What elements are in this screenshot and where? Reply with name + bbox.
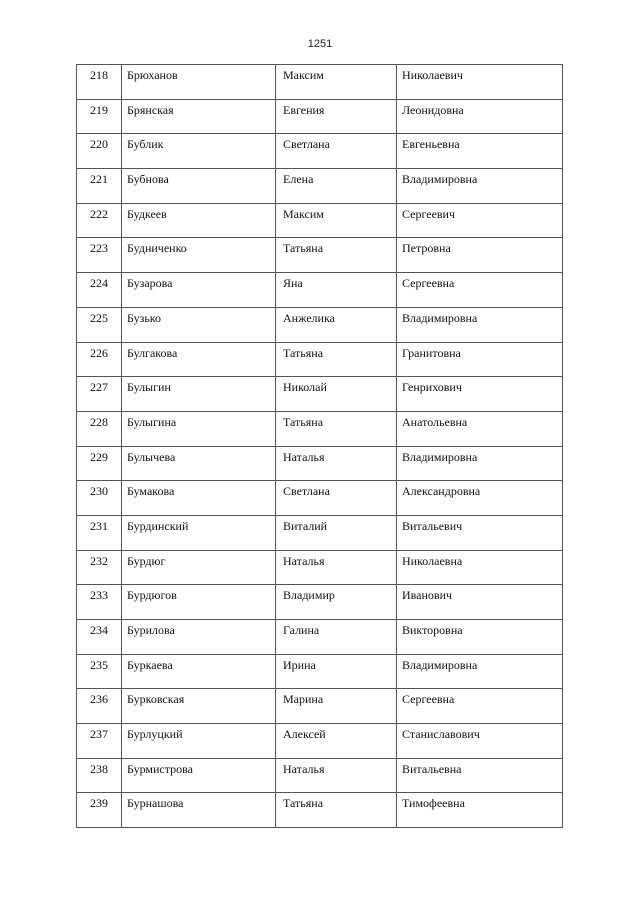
last-name-cell-text: Булыгина <box>127 414 177 429</box>
first-name-cell <box>276 585 397 620</box>
patronymic-cell-text: Николаевна <box>402 553 463 568</box>
first-name-cell <box>276 411 397 446</box>
first-name-cell <box>276 273 397 308</box>
row-number <box>77 307 122 342</box>
last-name-cell-text: Будкеев <box>127 206 167 221</box>
first-name-cell-text: Елена <box>283 172 314 187</box>
first-name-cell <box>276 342 397 377</box>
table-row <box>77 550 563 585</box>
roster-table <box>76 64 563 828</box>
row-number <box>77 515 122 550</box>
table-row <box>77 342 563 377</box>
patronymic-cell <box>397 515 563 550</box>
patronymic-cell-text: Сергеевич <box>402 206 456 221</box>
first-name-cell <box>276 550 397 585</box>
first-name-cell <box>276 758 397 793</box>
first-name-cell-text: Татьяна <box>283 414 324 429</box>
patronymic-cell <box>397 620 563 655</box>
last-name-cell <box>122 65 276 100</box>
first-name-cell-text: Светлана <box>283 137 330 152</box>
last-name-cell-text: Булгакова <box>127 345 178 360</box>
patronymic-cell-text: Александровна <box>402 484 481 499</box>
table-row <box>77 273 563 308</box>
first-name-cell <box>276 481 397 516</box>
row-number-text: 229 <box>90 449 108 464</box>
patronymic-cell <box>397 99 563 134</box>
row-number-text: 226 <box>90 345 108 360</box>
row-number <box>77 203 122 238</box>
last-name-cell-text: Булычева <box>127 449 176 464</box>
row-number <box>77 134 122 169</box>
last-name-cell-text: Бурковская <box>127 692 185 707</box>
patronymic-cell-text: Станиславович <box>402 727 480 742</box>
last-name-cell-text: Бумакова <box>127 484 175 499</box>
first-name-cell <box>276 169 397 204</box>
last-name-cell-text: Бузько <box>127 310 162 325</box>
patronymic-cell <box>397 689 563 724</box>
first-name-cell-text: Максим <box>283 206 324 221</box>
row-number-text: 228 <box>90 414 108 429</box>
table-row <box>77 134 563 169</box>
table-row <box>77 411 563 446</box>
last-name-cell <box>122 411 276 446</box>
row-number <box>77 169 122 204</box>
row-number-text: 234 <box>90 623 108 637</box>
first-name-cell-text: Ирина <box>283 657 316 672</box>
row-number <box>77 273 122 308</box>
first-name-cell-text: Светлана <box>283 484 330 499</box>
table-row <box>77 169 563 204</box>
table-row <box>77 307 563 342</box>
last-name-cell-text: Брянская <box>127 102 174 117</box>
first-name-cell-text: Анжелика <box>283 310 335 325</box>
patronymic-cell <box>397 307 563 342</box>
patronymic-cell <box>397 793 563 828</box>
patronymic-cell-text: Владимировна <box>402 657 478 672</box>
last-name-cell <box>122 481 276 516</box>
table-row <box>77 758 563 793</box>
row-number-text: 236 <box>90 692 108 707</box>
last-name-cell-text: Бузарова <box>127 276 173 291</box>
patronymic-cell-text: Евгеньевна <box>402 137 460 152</box>
last-name-cell <box>122 342 276 377</box>
first-name-cell-text: Евгения <box>283 102 325 117</box>
first-name-cell <box>276 307 397 342</box>
row-number <box>77 654 122 689</box>
last-name-cell-text: Бурдинский <box>127 518 189 533</box>
first-name-cell <box>276 724 397 759</box>
last-name-cell-text: Бурлуцкий <box>127 727 183 742</box>
first-name-cell <box>276 134 397 169</box>
row-number-text: 222 <box>90 206 108 221</box>
last-name-cell <box>122 99 276 134</box>
first-name-cell <box>276 793 397 828</box>
row-number <box>77 481 122 516</box>
last-name-cell-text: Будниченко <box>127 241 187 256</box>
table-row <box>77 481 563 516</box>
patronymic-cell-text: Сергеевна <box>402 692 455 707</box>
patronymic-cell-text: Владимировна <box>402 172 478 187</box>
first-name-cell-text: Татьяна <box>283 345 324 360</box>
patronymic-cell-text: Гранитовна <box>402 345 461 360</box>
row-number-text: 223 <box>90 241 108 256</box>
last-name-cell <box>122 169 276 204</box>
row-number-text: 220 <box>90 137 108 152</box>
row-number-text: 232 <box>90 553 108 568</box>
row-number <box>77 724 122 759</box>
patronymic-cell-text: Викторовна <box>402 623 463 637</box>
first-name-cell-text: Яна <box>283 276 303 291</box>
last-name-cell <box>122 550 276 585</box>
table-row <box>77 515 563 550</box>
patronymic-cell <box>397 585 563 620</box>
patronymic-cell-text: Петровна <box>402 241 451 256</box>
last-name-cell <box>122 585 276 620</box>
patronymic-cell <box>397 446 563 481</box>
row-number <box>77 793 122 828</box>
first-name-cell-text: Виталий <box>283 518 328 533</box>
page-number: 1251 <box>307 38 333 50</box>
row-number-text: 239 <box>90 796 108 811</box>
last-name-cell <box>122 377 276 412</box>
first-name-cell <box>276 654 397 689</box>
last-name-cell <box>122 203 276 238</box>
last-name-cell-text: Брюханов <box>127 68 178 82</box>
first-name-cell <box>276 689 397 724</box>
row-number-text: 231 <box>90 518 108 533</box>
patronymic-cell <box>397 481 563 516</box>
row-number <box>77 99 122 134</box>
first-name-cell-text: Алексей <box>283 727 326 742</box>
first-name-cell <box>276 620 397 655</box>
patronymic-cell <box>397 134 563 169</box>
patronymic-cell-text: Анатольевна <box>402 414 468 429</box>
first-name-cell <box>276 446 397 481</box>
row-number-text: 219 <box>90 102 108 117</box>
table-row <box>77 377 563 412</box>
first-name-cell-text: Наталья <box>283 449 325 464</box>
row-number <box>77 411 122 446</box>
first-name-cell-text: Марина <box>283 692 324 707</box>
roster-table-body <box>77 65 563 828</box>
last-name-cell-text: Бурдюг <box>127 553 166 568</box>
last-name-cell <box>122 134 276 169</box>
row-number <box>77 550 122 585</box>
table-row <box>77 793 563 828</box>
row-number <box>77 377 122 412</box>
last-name-cell-text: Буркаева <box>127 657 173 672</box>
patronymic-cell <box>397 377 563 412</box>
last-name-cell <box>122 793 276 828</box>
first-name-cell <box>276 515 397 550</box>
patronymic-cell <box>397 203 563 238</box>
last-name-cell-text: Бубнова <box>127 172 169 187</box>
patronymic-cell-text: Тимофеевна <box>402 796 465 811</box>
first-name-cell-text: Николай <box>283 380 327 395</box>
patronymic-cell-text: Витальевна <box>402 761 462 776</box>
last-name-cell-text: Бурилова <box>127 623 175 637</box>
table-row <box>77 585 563 620</box>
patronymic-cell <box>397 411 563 446</box>
last-name-cell <box>122 620 276 655</box>
last-name-cell <box>122 724 276 759</box>
last-name-cell <box>122 273 276 308</box>
patronymic-cell-text: Сергеевна <box>402 276 455 291</box>
patronymic-cell <box>397 654 563 689</box>
first-name-cell-text: Галина <box>283 623 320 637</box>
row-number-text: 237 <box>90 727 108 742</box>
row-number <box>77 758 122 793</box>
last-name-cell <box>122 515 276 550</box>
row-number <box>77 342 122 377</box>
row-number-text: 218 <box>90 68 108 82</box>
patronymic-cell <box>397 550 563 585</box>
row-number <box>77 65 122 100</box>
table-row <box>77 689 563 724</box>
patronymic-cell-text: Леонидовна <box>402 102 464 117</box>
first-name-cell-text: Татьяна <box>283 796 324 811</box>
first-name-cell <box>276 377 397 412</box>
last-name-cell <box>122 307 276 342</box>
first-name-cell <box>276 99 397 134</box>
row-number <box>77 689 122 724</box>
last-name-cell-text: Булыгин <box>127 380 171 395</box>
table-row <box>77 238 563 273</box>
last-name-cell <box>122 654 276 689</box>
patronymic-cell <box>397 758 563 793</box>
row-number-text: 224 <box>90 276 108 291</box>
patronymic-cell-text: Витальевич <box>402 518 463 533</box>
table-row <box>77 65 563 100</box>
row-number-text: 238 <box>90 761 108 776</box>
table-row <box>77 654 563 689</box>
patronymic-cell-text: Николаевич <box>402 68 463 82</box>
row-number <box>77 238 122 273</box>
patronymic-cell <box>397 273 563 308</box>
last-name-cell <box>122 446 276 481</box>
row-number-text: 221 <box>90 172 108 187</box>
patronymic-cell-text: Генрихович <box>402 380 462 395</box>
row-number-text: 225 <box>90 310 108 325</box>
row-number <box>77 585 122 620</box>
patronymic-cell <box>397 65 563 100</box>
row-number-text: 233 <box>90 588 108 603</box>
patronymic-cell <box>397 169 563 204</box>
table-row <box>77 99 563 134</box>
patronymic-cell <box>397 238 563 273</box>
table-row <box>77 724 563 759</box>
first-name-cell-text: Максим <box>283 68 324 82</box>
last-name-cell <box>122 758 276 793</box>
last-name-cell-text: Бурдюгов <box>127 588 177 603</box>
patronymic-cell-text: Владимировна <box>402 449 478 464</box>
first-name-cell-text: Татьяна <box>283 241 324 256</box>
table-row <box>77 446 563 481</box>
first-name-cell <box>276 238 397 273</box>
first-name-cell-text: Владимир <box>283 588 335 603</box>
row-number-text: 235 <box>90 657 108 672</box>
patronymic-cell-text: Иванович <box>402 588 453 603</box>
last-name-cell-text: Бурмистрова <box>127 761 193 776</box>
patronymic-cell <box>397 342 563 377</box>
first-name-cell <box>276 203 397 238</box>
row-number-text: 230 <box>90 484 108 499</box>
last-name-cell-text: Бурнашова <box>127 796 184 811</box>
table-row <box>77 620 563 655</box>
last-name-cell <box>122 238 276 273</box>
first-name-cell <box>276 65 397 100</box>
patronymic-cell-text: Владимировна <box>402 310 478 325</box>
first-name-cell-text: Наталья <box>283 761 325 776</box>
patronymic-cell <box>397 724 563 759</box>
table-row <box>77 203 563 238</box>
last-name-cell <box>122 689 276 724</box>
row-number-text: 227 <box>90 380 108 395</box>
row-number <box>77 620 122 655</box>
first-name-cell-text: Наталья <box>283 553 325 568</box>
last-name-cell-text: Бублик <box>127 137 164 152</box>
row-number <box>77 446 122 481</box>
